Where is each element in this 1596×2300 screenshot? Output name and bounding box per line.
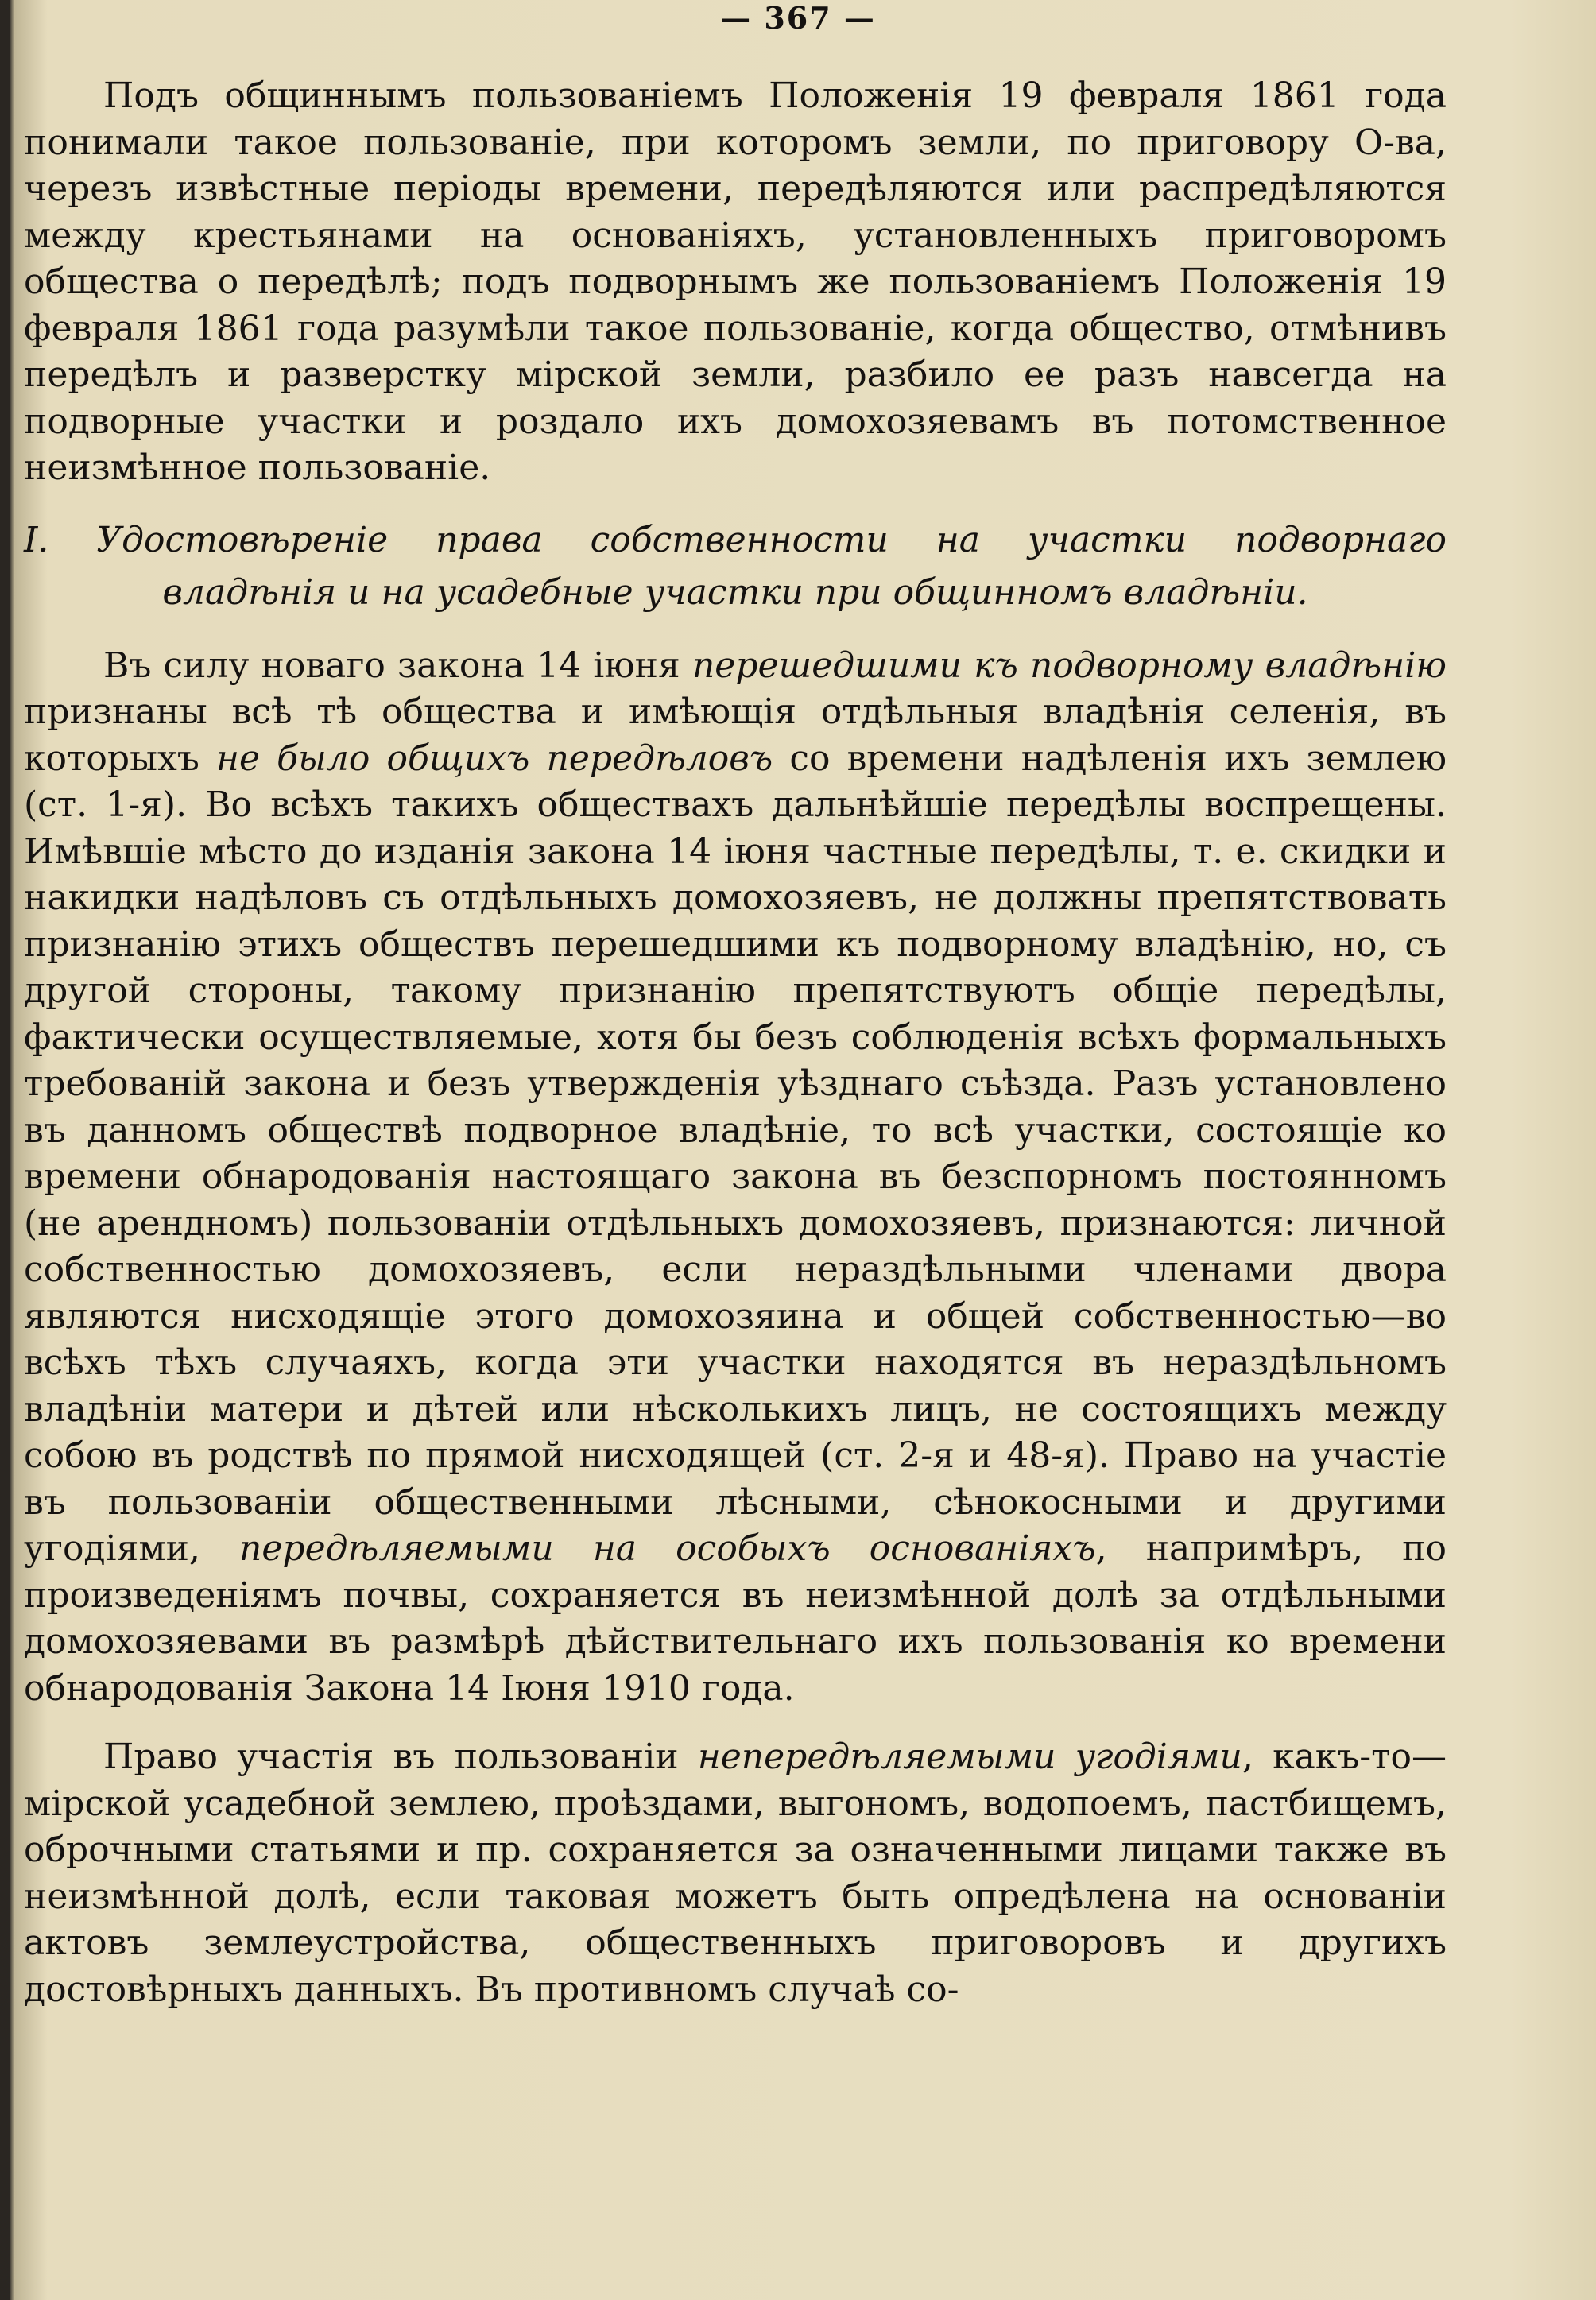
text-segment: , напримѣръ, по произведеніямъ почвы, сохраняется въ неизмѣнной долѣ за отдѣльными домохозяевами въ размѣрѣ дѣйствительнаго ихъ пользованія ко времени обнародованія Закона 14 Іюня 1910 года. [24, 1528, 1447, 1709]
emphasized-text: непередѣляемыми угодіями [697, 1737, 1242, 1777]
section-heading-line-2: владѣнія и на усадебные участки при общинномъ владѣніи. [162, 571, 1308, 613]
emphasized-text: не было общихъ передѣловъ [215, 738, 773, 779]
paragraph-definitions [24, 73, 1447, 492]
emphasized-text: перешедшими къ подворному владѣнію [691, 645, 1447, 686]
text-segment: , какъ-то—мірской усадебной землею, проѣздами, выгономъ, водопоемъ, пастбищемъ, оброчными статьями и пр. сохраняется за означенными лицами также въ неизмѣнной долѣ, если таковая можетъ быть опредѣлена на основаніи актовъ землеустройства, общественныхъ приговоровъ и другихъ достовѣрныхъ данныхъ. Въ противномъ случаѣ со- [24, 1737, 1447, 2010]
section-heading-line-1: I. Удостовѣреніе права собственности на участки подворнаго [24, 519, 1447, 560]
text-segment: признаны всѣ тѣ общества и имѣющія отдѣльныя владѣнія селенія, въ которыхъ [24, 691, 1447, 779]
page-number: — 367 — [720, 0, 876, 36]
text-segment: со времени надѣленія ихъ землею (ст. 1-я). Во всѣхъ такихъ обществахъ дальнѣйшіе передѣлы воспрещены. Имѣвшіе мѣсто до изданія закона 14 іюня частные передѣлы, т. е. скидки и накидки надѣловъ съ отдѣльныхъ домохозяевъ, не должны препятствовать признанію этихъ обществъ перешедшими къ подворному владѣнію, но, съ другой стороны, такому признанію препятствуютъ общіе передѣлы, фактически осуществляемые, хотя бы безъ соблюденія всѣхъ формальныхъ требованій закона и безъ утвержденія уѣзднаго съѣзда. Разъ установлено въ данномъ обществѣ подворное владѣніе, то всѣ участки, состоящіе ко времени обнародованія настоящаго закона въ безспорномъ постоянномъ (не арендномъ) пользованіи отдѣльныхъ домохозяевъ, признаются: личной собственностью домохозяевъ, если нераздѣльными членами двора являются нисходящіе этого домохозяина и общей собственностью—во всѣхъ тѣхъ случаяхъ, когда эти участки находятся въ нераздѣльномъ владѣніи матери и дѣтей или нѣсколькихъ лицъ, не состоящихъ между собою въ родствѣ по прямой нисходящей (ст. 2-я и 48-я). Право на участіе въ пользованіи общественными лѣсными, сѣнокосными и другими угодіями, [24, 738, 1447, 1569]
paragraph-undivided-lands [24, 1734, 1447, 2013]
section-heading [24, 514, 1447, 619]
emphasized-text: передѣляемыми на особыхъ основаніяхъ [239, 1528, 1096, 1569]
page-body [24, 73, 1447, 2013]
text-segment: Право участія въ пользованіи [103, 1737, 698, 1777]
text-segment: Въ силу новаго закона 14 іюня [103, 645, 692, 686]
paragraph-definitions-text: Подъ общиннымъ пользованіемъ Положенія 19 февраля 1861 года понимали такое пользованіе, при которомъ земли, по приговору О-ва, черезъ извѣстные періоды времени, передѣляются или распредѣляются между крестьянами на основаніяхъ, установленныхъ приговоромъ общества о передѣлѣ; подъ подворнымъ же пользованіемъ Положенія 19 февраля 1861 года разумѣли такое пользованіе, когда общество, отмѣнивъ передѣлъ и разверстку мірской земли, разбило ее разъ навсегда на подворные участки и роздало ихъ домохозяевамъ въ потомственное неизмѣнное пользованіе. [24, 76, 1447, 488]
paragraph-law-june-14 [24, 643, 1447, 1713]
